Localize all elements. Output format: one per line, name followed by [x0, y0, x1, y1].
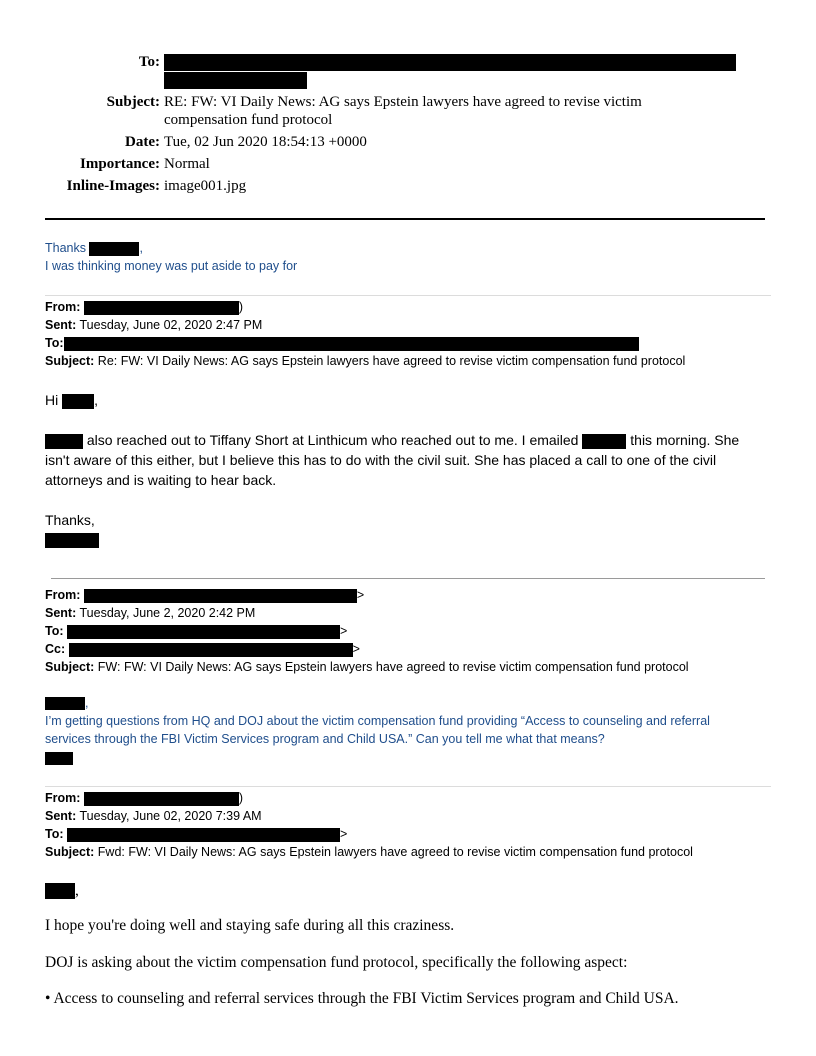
msg3-bullet: • Access to counseling and referral services through the FBI Victim Services program and Child USA. — [45, 990, 679, 1007]
importance-label: Importance: — [80, 156, 160, 172]
msg3-from-suffix: ) — [238, 791, 244, 805]
msg1-thanks: Thanks, — [45, 512, 95, 528]
msg1-paragraph-line1 — [45, 430, 739, 450]
msg2-from-suffix: > — [356, 588, 365, 602]
msg1-p1-text-a: also reached out to Tiffany Short at Linthicum who reached out to me. I emailed — [86, 432, 579, 448]
msg1-sent-value: Tuesday, June 02, 2020 2:47 PM — [79, 318, 263, 332]
msg2-to-suffix: > — [340, 624, 348, 638]
to-label: To: — [138, 54, 160, 70]
msg2-to — [45, 624, 347, 639]
redaction-block — [84, 301, 239, 315]
redaction-block — [164, 54, 736, 71]
message-divider — [45, 786, 771, 787]
msg1-from — [45, 300, 243, 315]
msg2-question-line1: I’m getting questions from HQ and DOJ about the victim compensation fund providing “Access to counseling and referral — [45, 714, 710, 728]
msg3-to-suffix: > — [340, 827, 348, 841]
msg1-paragraph-line3: attorneys and is waiting to hear back. — [45, 472, 277, 488]
msg1-to-label: To: — [45, 336, 64, 350]
msg2-from-label: From: — [45, 588, 81, 602]
redaction-block — [45, 533, 99, 548]
msg3-to-label: To: — [45, 827, 64, 841]
msg1-greeting — [45, 390, 98, 410]
subject-label: Subject: — [106, 94, 160, 110]
msg2-sent — [45, 606, 255, 620]
reply-line2: I was thinking money was put aside to pay for — [45, 259, 298, 273]
subject-value: RE: FW: VI Daily News: AG says Epstein lawyers have agreed to revise victim — [164, 94, 642, 110]
msg2-question-line2: services through the FBI Victim Services program and Child USA.” Can you tell me what that means? — [45, 732, 605, 746]
msg1-sent — [45, 318, 262, 332]
msg2-to-label: To: — [45, 624, 64, 638]
inline-images-value: image001.jpg — [164, 178, 247, 194]
msg3-subject — [45, 845, 693, 859]
msg2-greeting — [45, 696, 88, 710]
msg2-subject-value: FW: FW: VI Daily News: AG says Epstein lawyers have agreed to revise victim compensation fund protocol — [97, 660, 689, 674]
msg3-subject-value: Fwd: FW: VI Daily News: AG says Epstein lawyers have agreed to revise victim compensation fund protocol — [97, 845, 693, 859]
date-value: Tue, 02 Jun 2020 18:54:13 +0000 — [164, 134, 367, 150]
redaction-block — [84, 589, 357, 603]
msg3-line2: DOJ is asking about the victim compensation fund protocol, specifically the following aspect: — [45, 954, 628, 971]
msg1-paragraph-line2: isn't aware of this either, but I believe this has to do with the civil suit. She has placed a call to one of the civil — [45, 452, 717, 468]
msg3-sent-label: Sent: — [45, 809, 77, 823]
msg3-from — [45, 791, 243, 806]
msg1-to — [45, 336, 639, 351]
redaction-block — [164, 72, 307, 89]
reply-line1 — [45, 241, 143, 256]
msg2-subject-label: Subject: — [45, 660, 95, 674]
msg3-line1: I hope you're doing well and staying safe during all this craziness. — [45, 917, 455, 934]
importance-value: Normal — [164, 156, 210, 172]
msg2-from — [45, 588, 364, 603]
msg2-sent-value: Tuesday, June 2, 2020 2:42 PM — [79, 606, 256, 620]
redaction-block — [45, 434, 83, 449]
msg1-from-suffix: ) — [238, 300, 244, 314]
reply-comma: , — [139, 241, 143, 255]
redaction-block — [84, 792, 239, 806]
msg1-p1-text-b: this morning. She — [630, 432, 740, 448]
msg1-sent-label: Sent: — [45, 318, 77, 332]
msg1-greeting-text: Hi — [45, 392, 59, 408]
message-divider — [51, 578, 765, 579]
reply-thanks: Thanks — [45, 241, 86, 255]
msg3-sent — [45, 809, 262, 823]
redaction-block — [89, 242, 139, 256]
redaction-block — [64, 337, 639, 351]
msg2-sent-label: Sent: — [45, 606, 77, 620]
msg3-to — [45, 827, 347, 842]
msg2-cc — [45, 642, 360, 657]
msg3-sent-value: Tuesday, June 02, 2020 7:39 AM — [79, 809, 262, 823]
msg1-greeting-comma: , — [94, 392, 99, 408]
redaction-block — [62, 394, 94, 409]
redaction-block — [67, 828, 340, 842]
date-label: Date: — [125, 134, 160, 150]
redaction-block — [45, 883, 75, 899]
redaction-block — [45, 752, 73, 765]
msg2-subject — [45, 660, 689, 674]
redaction-block — [69, 643, 353, 657]
inline-images-label: Inline-Images: — [66, 178, 160, 194]
msg3-greeting-comma: , — [75, 882, 79, 899]
msg2-greeting-comma: , — [85, 696, 89, 710]
msg3-greeting — [45, 882, 79, 900]
subject-value-line2: compensation fund protocol — [164, 112, 333, 128]
redaction-block — [582, 434, 626, 449]
msg2-cc-label: Cc: — [45, 642, 66, 656]
msg3-from-label: From: — [45, 791, 81, 805]
msg1-subject — [45, 354, 685, 368]
message-divider — [45, 295, 771, 296]
msg1-from-label: From: — [45, 300, 81, 314]
header-divider — [45, 218, 765, 220]
msg1-subject-value: Re: FW: VI Daily News: AG says Epstein lawyers have agreed to revise victim compensation fund protocol — [97, 354, 686, 368]
msg3-subject-label: Subject: — [45, 845, 95, 859]
redaction-block — [45, 697, 85, 710]
redaction-block — [67, 625, 340, 639]
msg2-cc-suffix: > — [352, 642, 360, 656]
msg1-subject-label: Subject: — [45, 354, 95, 368]
